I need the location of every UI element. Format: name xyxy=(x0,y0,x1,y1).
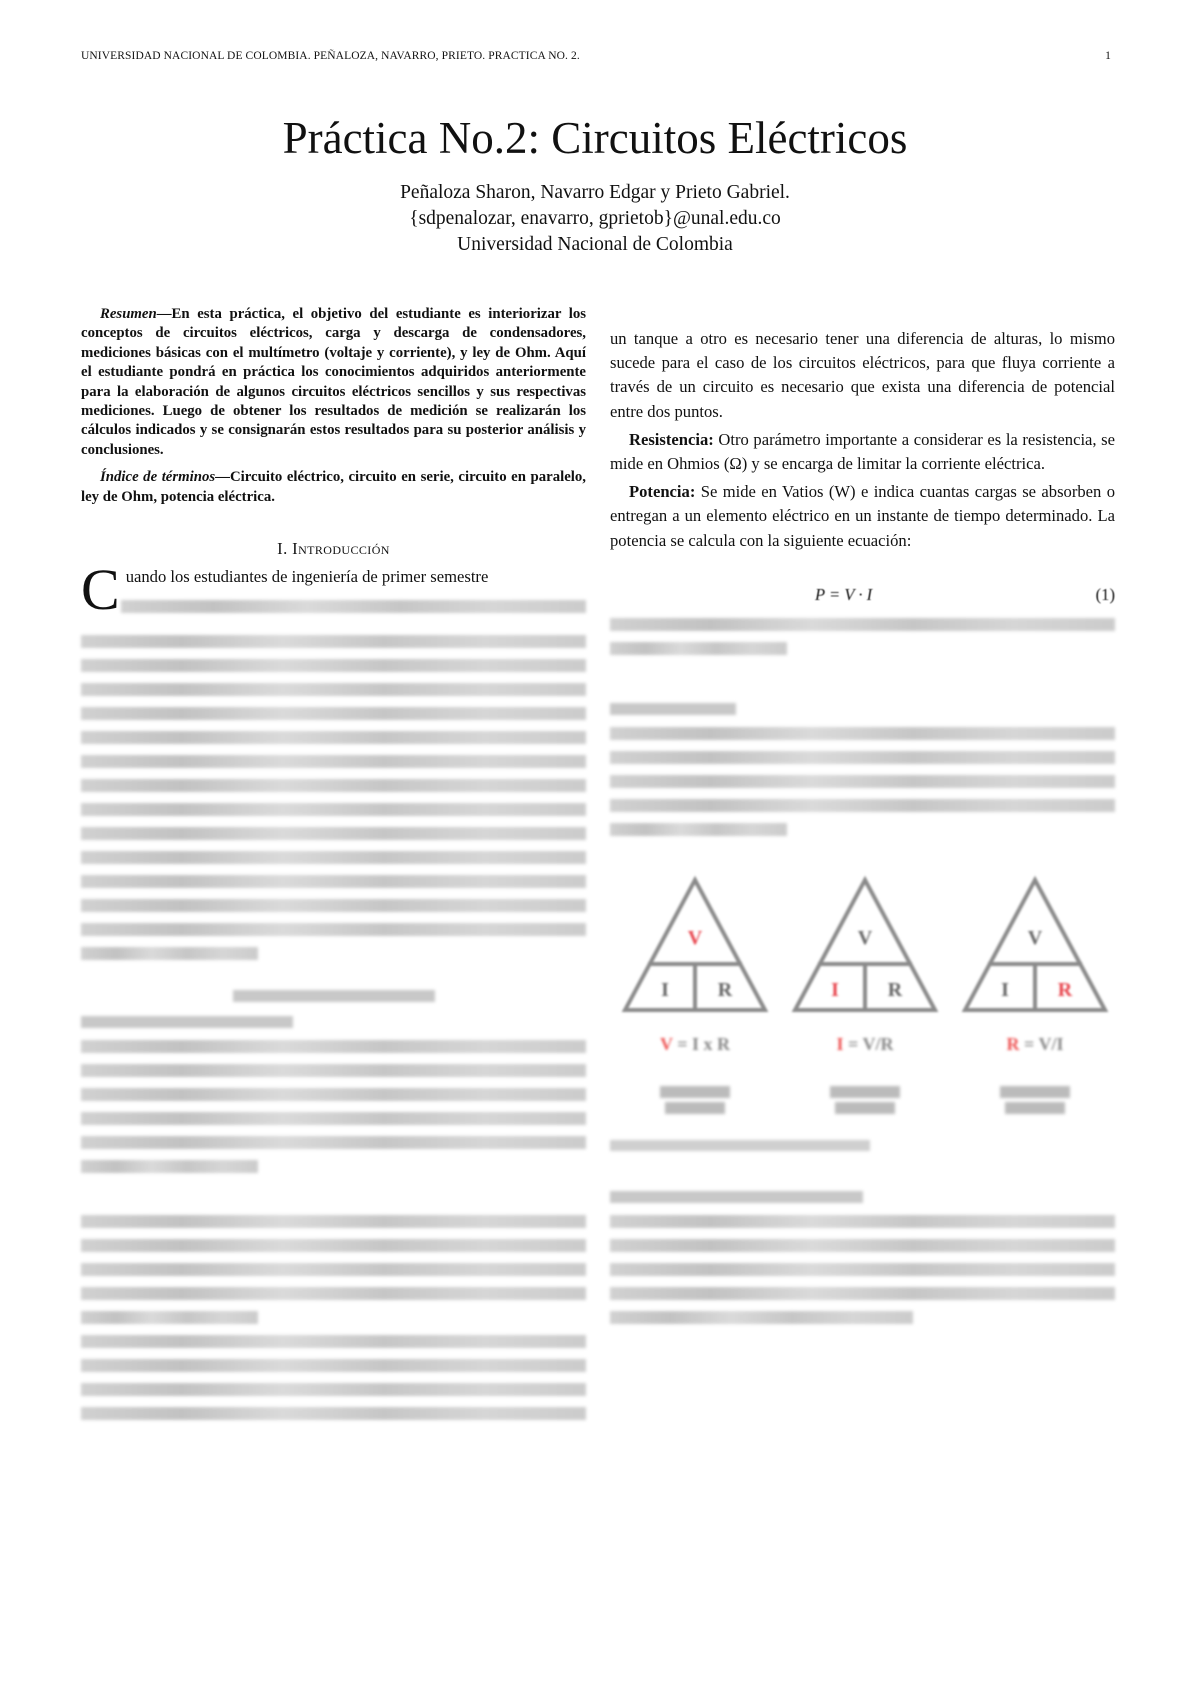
blurred-text-line xyxy=(81,1112,586,1125)
equation-expression: P = V · I xyxy=(815,584,873,604)
triangle-label-right: R xyxy=(887,979,903,1002)
blurred-text-line xyxy=(81,1383,586,1396)
blurred-text-line xyxy=(81,899,586,912)
triangle-formula xyxy=(790,1032,940,1072)
blurred-text-line xyxy=(81,827,586,840)
potencia-label: Potencia: xyxy=(629,482,696,502)
triangle-label-left: I xyxy=(831,979,839,1002)
introduction-first-line: uando los estudiantes de ingeniería de primer semestre xyxy=(125,567,489,587)
blurred-text-line xyxy=(81,1311,258,1324)
blurred-section-heading xyxy=(233,990,435,1002)
blurred-triangle-caption xyxy=(835,1102,895,1114)
blurred-triangle-caption xyxy=(1000,1086,1070,1098)
triangle-label-top: V xyxy=(687,927,703,950)
index-terms-label: Índice de términos xyxy=(100,469,216,486)
formula-highlight-symbol: R xyxy=(1006,1034,1020,1055)
triangle-formula xyxy=(960,1032,1110,1072)
triangle-diagram xyxy=(620,874,770,1014)
paper-title: Práctica No.2: Circuitos Eléctricos xyxy=(282,113,908,163)
page-number: 1 xyxy=(1105,50,1111,62)
blurred-triangle-caption xyxy=(660,1086,730,1098)
author-names: Peñaloza Sharon, Navarro Edgar y Prieto Gabriel. xyxy=(400,182,790,203)
blurred-text-line xyxy=(81,923,586,936)
formula-expression: = V/R xyxy=(843,1034,894,1055)
blurred-text-line xyxy=(610,1311,913,1324)
index-terms-text: —Circuito eléctrico, circuito en serie, circuito en paralelo, ley de Ohm, potencia eléctrica. xyxy=(81,469,586,505)
equation-1 xyxy=(610,583,1115,607)
blurred-triangle-caption xyxy=(830,1086,900,1098)
blurred-text-line xyxy=(81,1407,586,1420)
blurred-text-line xyxy=(81,707,586,720)
index-terms xyxy=(81,468,586,507)
section-heading-introduction: I. Introducción xyxy=(277,539,390,559)
paragraph-potencia xyxy=(610,480,1115,553)
blurred-text-line xyxy=(81,755,586,768)
triangle-label-left: I xyxy=(1001,979,1009,1002)
triangle-label-right: R xyxy=(1057,979,1073,1002)
blurred-text-line xyxy=(81,779,586,792)
blurred-text-line xyxy=(81,1088,586,1101)
blurred-text-line xyxy=(81,1239,586,1252)
paragraph-water-analogy: un tanque a otro es necesario tener una diferencia de alturas, lo mismo sucede para el caso de los circuitos eléctricos, para que fluya corriente a través de un circuito es necesario que exista una diferencia de potencial entre dos puntos. xyxy=(610,329,1115,421)
blurred-text-line xyxy=(81,1064,586,1077)
blurred-text-line xyxy=(121,600,586,613)
dropcap: C xyxy=(81,557,120,623)
blurred-text-line xyxy=(81,1215,586,1228)
running-header-text: UNIVERSIDAD NACIONAL DE COLOMBIA. PEÑALOZA, NAVARRO, PRIETO. PRACTICA NO. 2. xyxy=(81,50,580,62)
blurred-text-line xyxy=(81,635,586,648)
abstract-label: Resumen xyxy=(100,306,157,322)
ohm-triangle-2 xyxy=(790,874,940,1118)
blurred-text-line xyxy=(81,1160,258,1173)
triangle-label-left: I xyxy=(661,979,669,1002)
resistencia-label: Resistencia: xyxy=(629,429,714,449)
formula-highlight-symbol: I xyxy=(836,1034,844,1055)
blurred-text-line xyxy=(81,1359,586,1372)
blurred-text-line xyxy=(610,1215,1115,1228)
blurred-text-line xyxy=(610,1287,1115,1300)
running-header xyxy=(81,50,1111,62)
blurred-text-line xyxy=(81,683,586,696)
blurred-subsection-heading xyxy=(81,1016,293,1028)
blurred-text-line xyxy=(81,1136,586,1149)
blurred-text-line xyxy=(610,775,1115,788)
blurred-text-line xyxy=(610,1263,1115,1276)
resistencia-text: Otro parámetro importante a considerar es la resistencia, se mide en Ohmios (Ω) y se encarga de limitar la corriente eléctrica. xyxy=(610,429,1115,474)
blurred-text-line xyxy=(81,659,586,672)
blurred-text-line xyxy=(81,875,586,888)
blurred-text-line xyxy=(81,1263,586,1276)
blurred-text-line xyxy=(81,803,586,816)
blurred-figure-caption xyxy=(610,1140,870,1151)
introduction-body xyxy=(81,557,586,960)
blurred-text-line xyxy=(81,851,586,864)
triangle-label-right: R xyxy=(717,979,733,1002)
left-column xyxy=(81,305,586,1431)
triangle-label-top: V xyxy=(857,927,873,950)
formula-expression: = V/I xyxy=(1019,1034,1064,1055)
ohm-triangle-1 xyxy=(620,874,770,1118)
formula-expression: = I x R xyxy=(672,1034,730,1055)
blurred-text-line xyxy=(81,1287,586,1300)
blurred-triangle-caption xyxy=(665,1102,725,1114)
blurred-text-line xyxy=(81,947,258,960)
right-column xyxy=(610,327,1115,1335)
triangle-diagram xyxy=(960,874,1110,1014)
blurred-triangle-caption xyxy=(1005,1102,1065,1114)
paragraph-resistencia xyxy=(610,428,1115,476)
blurred-text-line xyxy=(610,727,1115,740)
blurred-text-line xyxy=(81,1040,586,1053)
blurred-text-line xyxy=(81,1335,586,1348)
blurred-text-line xyxy=(610,618,1115,631)
ohm-triangle-figure xyxy=(620,874,1110,1118)
blurred-text-line xyxy=(610,823,787,836)
blurred-text-line xyxy=(610,751,1115,764)
triangle-label-top: V xyxy=(1027,927,1043,950)
abstract-text: —En esta práctica, el objetivo del estudiante es interiorizar los conceptos de circuitos eléctricos, carga y descarga de condensadores, mediciones básicas con el multímetro (voltaje y corriente), y ley de Ohm. Aquí el estudiante pondrá en práctica los conocimientos adquiridos anteriormente para la elaboración de algunos circuitos eléctricos sencillos y sus respectivas mediciones. Luego de obtener los resultados de medición se realizarán los cálculos indicados y se consignarán estos resultados para su posterior análisis y conclusiones. xyxy=(81,306,586,458)
blurred-text-line xyxy=(610,1239,1115,1252)
blurred-text-line xyxy=(81,731,586,744)
blurred-subsection-heading xyxy=(610,703,736,715)
equation-number: (1) xyxy=(1095,584,1115,604)
ohm-triangle-3 xyxy=(960,874,1110,1118)
abstract xyxy=(81,305,586,460)
author-emails: {sdpenalozar, enavarro, gprietob}@unal.edu.co xyxy=(409,208,781,229)
blurred-text-line xyxy=(610,642,787,655)
triangle-formula xyxy=(620,1032,770,1072)
formula-highlight-symbol: V xyxy=(660,1034,673,1055)
author-block xyxy=(0,180,1190,258)
blurred-subsection-heading xyxy=(610,1191,863,1203)
author-affiliation: Universidad Nacional de Colombia xyxy=(457,234,733,255)
triangle-diagram xyxy=(790,874,940,1014)
blurred-text-line xyxy=(610,799,1115,812)
potencia-text: Se mide en Vatios (W) e indica cuantas cargas se absorben o entregan a un elemento eléctrico en un instante de tiempo determinado. La potencia se calcula con la siguiente ecuación: xyxy=(610,482,1115,550)
